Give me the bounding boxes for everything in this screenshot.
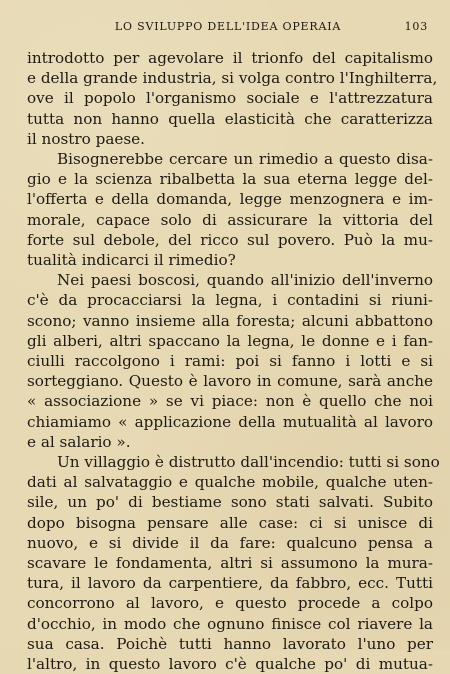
running-header <box>28 20 428 36</box>
text-line: scono; vanno insieme alla foresta; alcuni abbattono <box>27 311 433 330</box>
text-line: chiamiamo « applicazione della mutualità al lavoro <box>27 412 433 431</box>
text-line: sua casa. Poichè tutti hanno lavorato l'uno per <box>27 634 433 653</box>
text-line: l'altro, in questo lavoro c'è qualche po' di mutua- <box>27 655 433 674</box>
paragraph <box>27 149 433 270</box>
text-line: ove il popolo l'organismo sociale e l'attrezzatura <box>27 89 433 108</box>
text-line: c'è da procacciarsi la legna, i contadini si riuni- <box>27 291 433 310</box>
text-line: gio e la scienza ribalbetta la sua eterna legge del- <box>27 170 433 189</box>
text-line: dopo bisogna pensare alle case: ci si unisce di <box>27 513 433 532</box>
text-line: Bisognerebbe cercare un rimedio a questo disa- <box>57 150 433 169</box>
running-header-title: LO SVILUPPO DELL'IDEA OPERAIA <box>114 20 342 33</box>
text-line: concorrono al lavoro, e questo procede a colpo <box>27 594 433 613</box>
text-line: scavare le fondamenta, altri si assumono la mura- <box>27 554 433 573</box>
paragraph <box>27 270 433 452</box>
text-line: ciulli raccolgono i rami: poi si fanno i lotti e si <box>27 352 433 371</box>
text-line: e della grande industria, si volga contro l'Inghilterra, <box>27 69 438 88</box>
text-line: tura, il lavoro da carpentiere, da fabbro, ecc. Tutti <box>27 574 433 593</box>
text-line: sile, un po' di bestiame sono stati salvati. Subito <box>27 493 433 512</box>
paragraph <box>27 48 438 149</box>
text-line: Nei paesi boscosi, quando all'inizio dell'inverno <box>57 271 433 290</box>
text-line: nuovo, e si divide il da fare: qualcuno pensa a <box>27 533 433 552</box>
text-line: introdotto per agevolare il trionfo del capitalismo <box>27 49 433 67</box>
text-line: l'offerta e della domanda, legge menzognera e im- <box>27 190 433 209</box>
text-line: Un villaggio è distrutto dall'incendio: tutti si sono <box>57 453 440 472</box>
page-number: 103 <box>404 20 428 33</box>
text-line: il nostro paese. <box>27 129 145 148</box>
text-line: sorteggiano. Questo è lavoro in comune, sarà anche <box>27 372 433 391</box>
text-line: « associazione » se vi piace: non è quello che noi <box>27 392 433 411</box>
text-line: d'occhio, in modo che ognuno finisce col riavere la <box>27 614 433 633</box>
text-line: morale, capace solo di assicurare la vittoria del <box>27 210 433 229</box>
text-line: dati al salvataggio e qualche mobile, qualche uten- <box>27 473 433 492</box>
text-line: tualità indicarci il rimedio? <box>27 251 236 270</box>
page-body <box>27 48 440 674</box>
text-line: forte sul debole, del ricco sul povero. Può la mu- <box>27 230 433 249</box>
text-line: e al salario ». <box>27 432 131 451</box>
text-line: gli alberi, altri spaccano la legna, le donne e i fan- <box>27 331 433 350</box>
text-line: tutta non hanno quella elasticità che caratterizza <box>27 109 433 128</box>
paragraph <box>27 452 440 674</box>
